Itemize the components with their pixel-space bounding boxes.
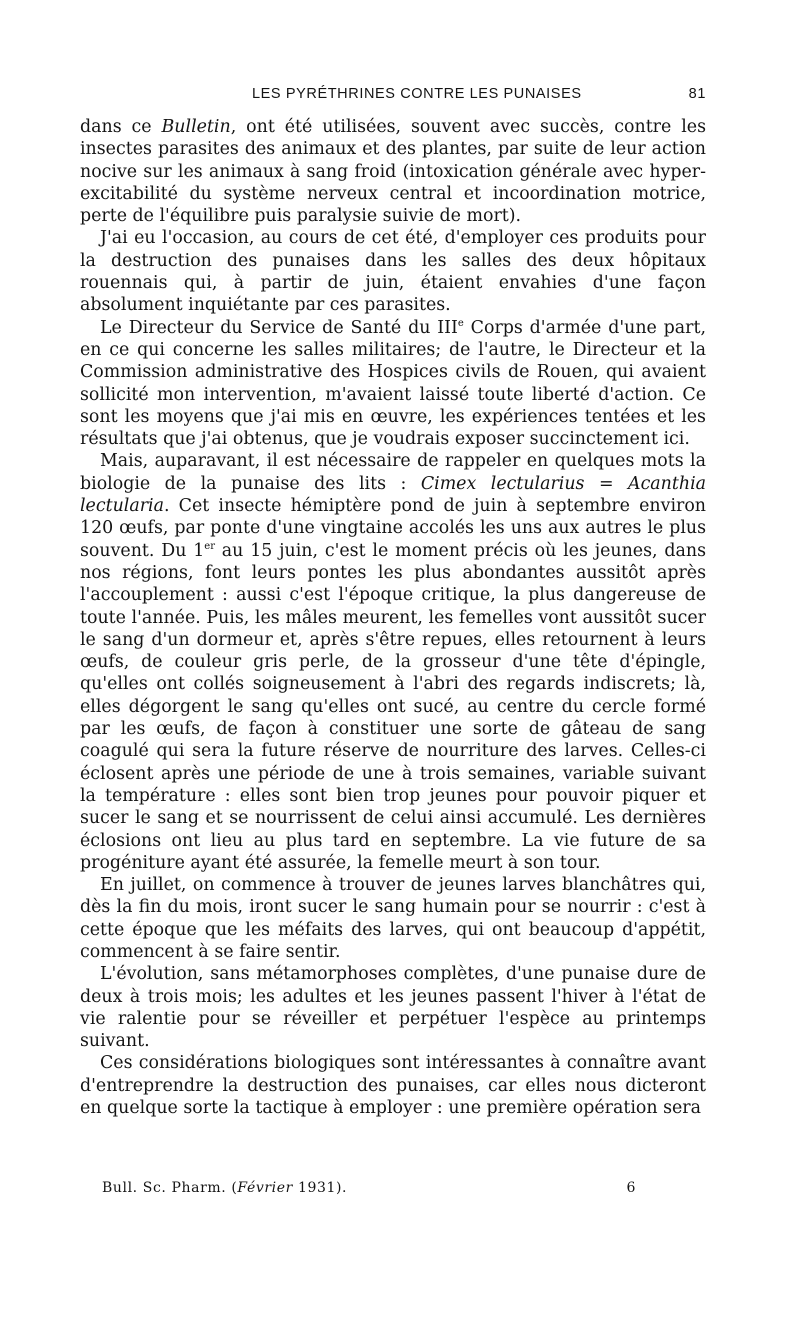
paragraph-7: Ces considérations biologiques sont intéressantes à connaître avant d'entreprendre la destruction des punaises, car elles nous dicteront en quelque sorte la tactique à employer : une première opération sera [80,1053,706,1119]
page-footer [80,1180,706,1204]
paragraph-4: Mais, auparavant, il est nécessaire de rappeler en quelques mots la biologie de la punaise des lits : Cimex lectularius = Acanthia lectularia. Cet insecte hémiptère pond de juin à septembre environ 120 œufs, par ponte d'une vingtaine accolés les uns aux autres le plus souvent. Du 1er au 15 juin, c'est le moment précis où les jeunes, dans nos régions, font leurs pontes les plus abondantes aussitôt après l'accouplement : aussi c'est l'époque critique, la plus dangereuse de toute l'année. Puis, les mâles meurent, les femelles vont aussitôt sucer le sang d'un dormeur et, après s'être repues, elles retournent à leurs œufs, de couleur gris perle, de la grosseur d'une tête d'épingle, qu'elles ont collés soigneusement à l'abri des regards indiscrets; là, elles dégorgent le sang qu'elles ont sucé, au centre du cercle formé par les œufs, de façon à constituer une sorte de gâteau de sang coagulé qui sera la future réserve de nourriture des larves. Celles-ci éclosent après une période de une à trois semaines, variable suivant la température : elles sont bien trop jeunes pour pouvoir piquer et sucer le sang et se nourrissent de celui ainsi accumulé. Les dernières éclosions ont lieu au plus tard en septembre. La vie future de sa progéniture ayant été assurée, la femelle meurt à son tour. [80,451,706,873]
body-text [80,116,706,1119]
page-number: 81 [688,86,706,102]
species-name-italic: Cimex lectularius = Acanthia lectularia [80,473,706,517]
paragraph-6: L'évolution, sans métamorphoses complètes, d'une punaise dure de deux à trois mois; les adultes et les jeunes passent l'hiver à l'état de vie ralentie pour se réveiller et perpétuer l'espèce au printemps suivant. [80,964,706,1052]
signature-mark: 6 [626,1180,636,1196]
paragraph-2: J'ai eu l'occasion, au cours de cet été, d'employer ces produits pour la destruction des punaises dans les salles des deux hôpitaux rouennais qui, à partir de juin, étaient envahies d'une façon absolument inquiétante par ces parasites. [80,228,706,316]
journal-citation: Bull. Sc. Pharm. (Février 1931). [102,1180,348,1196]
paragraph-5: En juillet, on commence à trouver de jeunes larves blanchâtres qui, dès la fin du mois, iront sucer le sang humain pour se nourrir : c'est à cette époque que les méfaits des larves, qui ont beaucoup d'appétit, commencent à se faire sentir. [80,875,706,962]
running-title: LES PYRÉTHRINES CONTRE LES PUNAISES [252,86,582,102]
running-header [80,86,706,110]
paragraph-3: Le Directeur du Service de Santé du IIIe Corps d'armée d'une part, en ce qui concerne les salles militaires; de l'autre, le Directeur et la Commission administrative des Hospices civils de Rouen, qui avaient sollicité mon intervention, m'avaient laissé toute liberté d'action. Ce sont les moyens que j'ai mis en œuvre, les expériences tentées et les résultats que j'ai obtenus, que je voudrais exposer succinctement ici. [80,317,706,450]
journal-title-italic: Bulletin [161,117,231,137]
paragraph-1: dans ce Bulletin, ont été utilisées, souvent avec succès, contre les insectes parasites des animaux et des plantes, par suite de leur action nocive sur les animaux à sang froid (intoxication générale avec hyper-excitabilité du système nerveux central et incoordination motrice, perte de l'équilibre puis paralysie suivie de mort). [80,117,706,227]
